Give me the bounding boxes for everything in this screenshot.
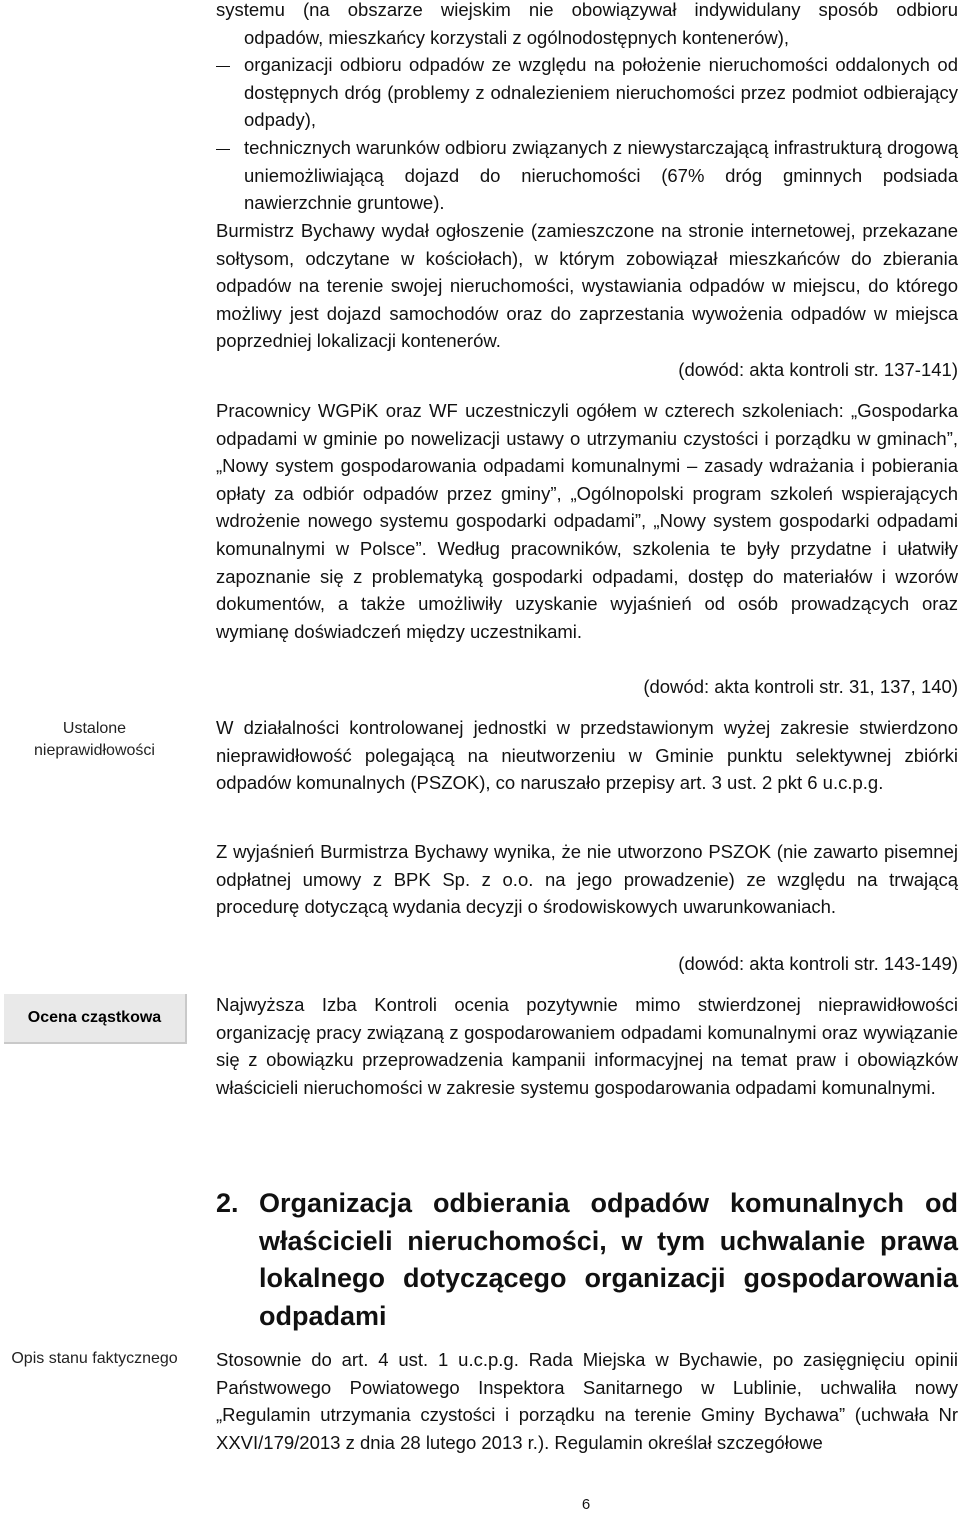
paragraph-regulamin: Stosownie do art. 4 ust. 1 u.c.p.g. Rada Miejska w Bychawie, po zasięgnięciu opinii Państwowego Powiatowego Inspektora Sanitarnego w Lublinie, uchwaliła nowy „Regulamin utrzymania czystości i porządku na terenie Gminy Bychawa” (uchwała Nr XXVI/179/2013 z dnia 28 lutego 2013 r.). Regulamin określał szczegółowe — [216, 1349, 958, 1453]
lead-line-1: systemu (na obszarze wiejskim nie obowiązywał indywidulany sposób odbioru — [216, 0, 958, 20]
sidebar-label-ustalone: Ustalone nieprawidłowości — [34, 720, 155, 759]
paragraph-ocena: Najwyższa Izba Kontroli ocenia pozytywnie mimo stwierdzonej nieprawidłowości organizację pracy związaną z gospodarowaniem odpadami komunalnymi oraz wywiązanie się z obowiązku przeprowadzenia kampanii informacyjnej na temat praw i obowiązków właścicieli nieruchomości w zakresie systemu gospodarowania odpadami komunalnymi. — [216, 994, 958, 1098]
lead-line-2: odpadów, mieszkańcy korzystali z ogólnodostępnych kontenerów), — [244, 26, 790, 48]
bullet-item-2: technicznych warunków odbioru związanych z niewystarczającą infrastrukturą drogową uniemożliwiającą dojazd do nieruchomości (67% dróg gminnych podsiada nawierzchnie gruntowe). — [244, 137, 958, 214]
paragraph-szkolenia: Pracownicy WGPiK oraz WF uczestniczyli ogółem w czterech szkoleniach: „Gospodarka odpadami w gminie po nowelizacji ustawy o utrzymaniu czystości i porządku w gminach”, „Nowy system gospodarowania odpadami komunalnymi – zasady wdrażania i pobierania opłaty za odbiór odpadów przez gminy”, „Ogólnopolski program szkoleń wspierających wdrożenie nowego systemu gospodarki odpadami”, „Nowy system gospodarki odpadami komunalnymi w Polsce”. Według pracowników, szkolenia te były przydatne i ułatwiły zapoznanie się z problematyką gospodarki odpadami, dostęp do materiałów i wzorów dokumentów, a także umożliwiły uzyskanie wyjaśnień od osób prowadzących oraz wymianę doświadczeń między uczestnikami. — [216, 400, 958, 642]
evidence-ref-1: (dowód: akta kontroli str. 137-141) — [678, 359, 958, 380]
sidebar-label-opis-stanu: Opis stanu faktycznego — [11, 1350, 178, 1367]
evidence-ref-3: (dowód: akta kontroli str. 143-149) — [678, 953, 958, 974]
paragraph-nieprawidlowosc: W działalności kontrolowanej jednostki w przedstawionym wyżej zakresie stwierdzono nieprawidłowość polegającą na nieutworzeniu w Gminie punktu selektywnej zbiórki odpadów komunalnych (PSZOK), co naruszało przepisy art. 3 ust. 2 pkt 6 u.c.p.g. — [216, 717, 958, 794]
sidebar-label-ocena-czastkowa: Ocena cząstkowa — [4, 994, 187, 1044]
paragraph-burmistrz: Burmistrz Bychawy wydał ogłoszenie (zamieszczone na stronie internetowej, przekazane sołtysom, odczytane w kościołach), w którym zobowiązał mieszkańców do zbierania odpadów na terenie swojej nieruchomości, wystawiania odpadów w miejscu, do którego możliwy jest dojazd samochodów oraz do zaprzestania wywożenia odpadów w miejsca poprzedniej lokalizacji kontenerów. — [216, 220, 958, 352]
section-heading: Organizacja odbierania odpadów komunalnych od właścicieli nieruchomości, w tym uchwalanie prawa lokalnego dotyczącego organizacji gospodarowania odpadami — [259, 1188, 958, 1331]
dash-bullet-icon — [216, 66, 230, 67]
paragraph-wyjasnienia: Z wyjaśnień Burmistrza Bychawy wynika, że nie utworzono PSZOK (nie zawarto pisemnej odpłatnej umowy z BPK Sp. z o.o. na jego prowadzenie) ze względu na trwającą procedurę dotyczącą wydania decyzji o środowiskowych uwarunkowaniach. — [216, 841, 958, 918]
page-number: 6 — [581, 1496, 591, 1513]
dash-bullet-icon — [216, 149, 230, 150]
bullet-item-1: organizacji odbioru odpadów ze względu na położenie nieruchomości oddalonych od dostępnych dróg (problemy z odnalezieniem nieruchomości przez podmiot odbierający odpady), — [244, 54, 958, 131]
evidence-ref-2: (dowód: akta kontroli str. 31, 137, 140) — [643, 676, 958, 697]
section-number: 2. — [216, 1188, 239, 1218]
